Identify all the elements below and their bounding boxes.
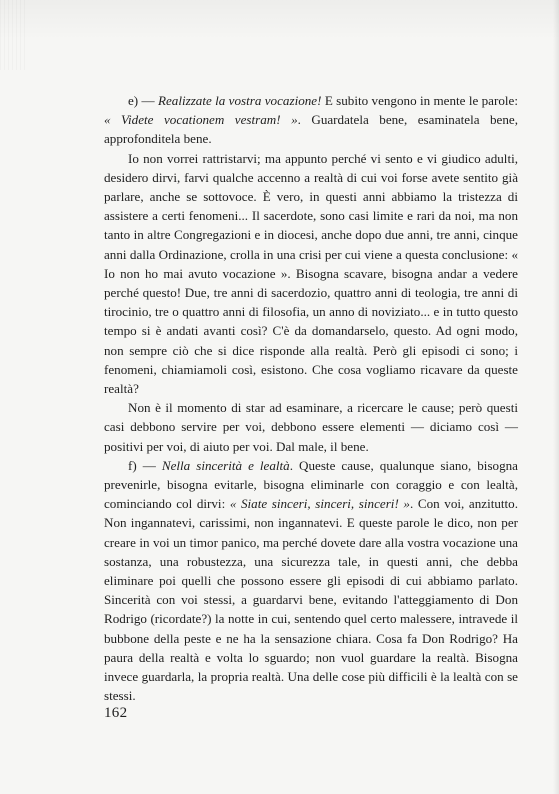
page-body [104, 91, 518, 706]
scan-shadow-top [0, 0, 559, 40]
section-f-quote: « Siate sinceri, sinceri, sinceri! » [229, 496, 410, 512]
section-e-marker: e) — [128, 93, 158, 108]
section-e-quote: « Videte vocationem vestram! » [104, 112, 298, 128]
section-f-text-end: . Con voi, anzitutto. Non ingannatevi, carissimi, non ingannatevi. E queste parole le dico, non per creare in voi un timor panico, ma perché dovete dare alla vostra vocazione una sostanza, una robustezza, una sicurezza tale, in questi anni, che debba eliminare poi quelli che possono essere gli episodi di cui abbiamo parlato. Sincerità con voi stessi, a guardarvi bene, evitando l'atteggiamento di Don Rodrigo (ricordate?) la notte in cui, sentendo quel certo malessere, intravede il bubbone della peste e ne ha la sensazione chiara. Cosa fa Don Rodrigo? Ha paura della realtà e volta lo sguardo; non vuol guardare la realtà. Bisogna invece guardarla, la propria realtà. Una delle cose più difficili è la lealtà con se stessi. [104, 496, 518, 704]
section-e-paragraph [104, 91, 518, 149]
section-e-heading: Realizzate la vostra vocazione! [157, 93, 322, 108]
scan-shadow-right [553, 0, 559, 794]
section-f-heading: Nella sincerità e lealtà [161, 457, 290, 473]
section-e-text-end: . Guardatela bene, esaminatela bene, approfonditela bene. [104, 112, 518, 147]
page-number: 162 [104, 705, 128, 721]
scan-artifact-corner [0, 0, 26, 70]
section-f-marker: f) — [128, 457, 162, 473]
section-f-text: . Queste cause, qualunque siano, bisogna prevenirle, bisogna evitarle, bisogna eliminarle con coraggio e con lealtà, cominciando col dirvi: [104, 457, 518, 512]
body-paragraph-2: Non è il momento di star ad esaminare, a ricercare le cause; però questi casi debbono servire per voi, debbono essere elementi — diciamo così — positivi per voi, di aiuto per voi. Dal male, il bene. [104, 400, 518, 454]
section-f-paragraph [104, 456, 518, 706]
section-e-text: E subito vengono in mente le parole: [321, 93, 518, 108]
body-paragraph-1: Io non vorrei rattristarvi; ma appunto perché vi sento e vi giudico adulti, desidero dirvi, farvi qualche accenno a realtà di cui voi forse avete sentito già parlare, anche se sottovoce. È vero, in questi anni abbiamo la tristezza di assistere a certi fenomeni... Il sacerdote, sono casi limite e rari da noi, ma non tanto in altre Congregazioni e in diocesi, anche dopo due anni, tre anni, cinque anni dalla Ordinazione, crolla in una crisi per cui viene a questa conclusione: « Io non ho mai avuto vocazione ». Bisogna scavare, bisogna andar a vedere perché questo! Due, tre anni di sacerdozio, quattro anni di teologia, tre anni di tirocinio, tre o quattro anni di filosofia, un anno di noviziato... e in tutto questo tempo si è andati avanti così? C'è da domandarselo, questo. Ad ogni modo, non sempre ciò che si dice risponde alla realtà. Però gli episodi ci sono; i fenomeni, chiamiamoli così, esistono. Che cosa vogliamo ricavare da queste realtà? [104, 150, 518, 397]
